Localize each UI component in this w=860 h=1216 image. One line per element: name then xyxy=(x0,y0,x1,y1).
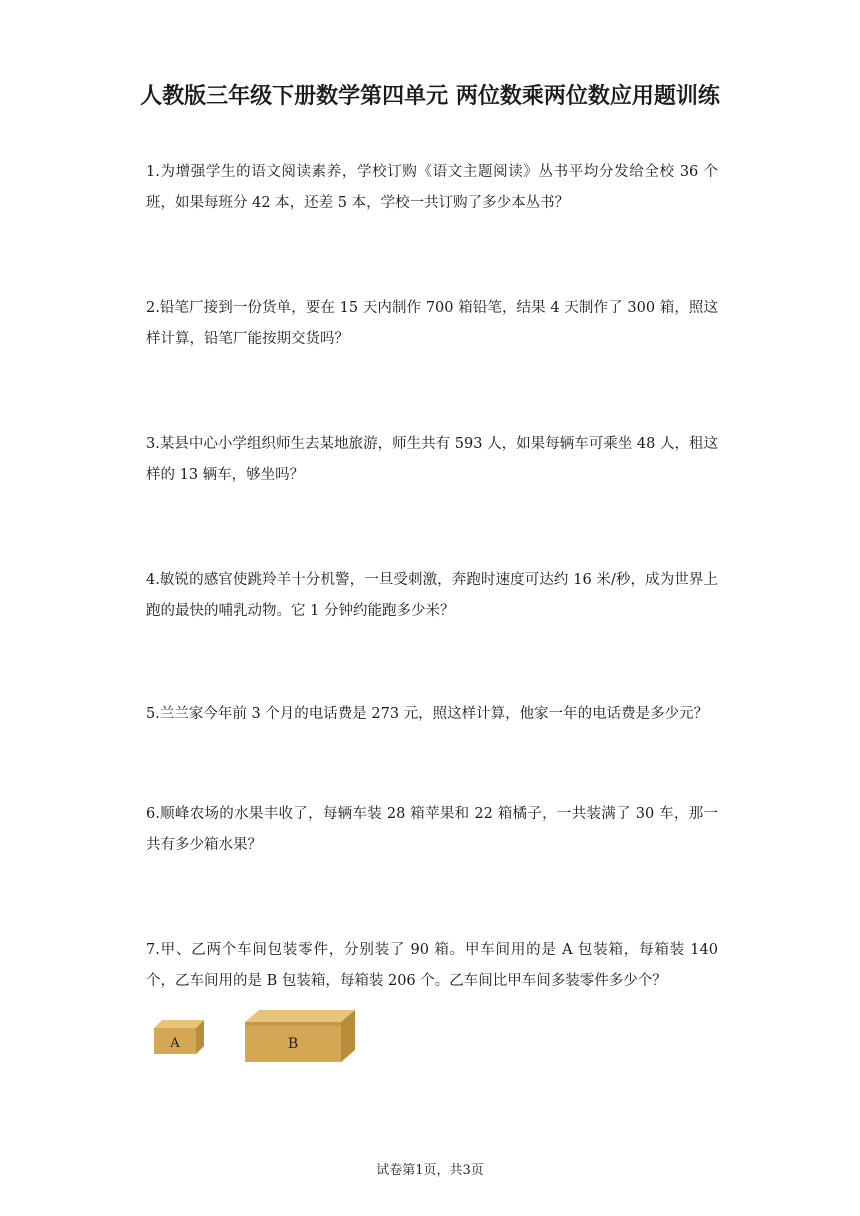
question-4 xyxy=(146,565,718,627)
question-text: 为增强学生的语文阅读素养，学校订购《语文主题阅读》丛书平均分发给全校 36 个班，如果每班分 42 本，还差 5 本，学校一共订购了多少本丛书？ xyxy=(146,164,718,211)
question-3 xyxy=(146,429,718,491)
box-b-illustration xyxy=(245,1010,355,1064)
question-text: 兰兰家今年前 3 个月的电话费是 273 元，照这样计算，他家一年的电话费是多少元？ xyxy=(159,706,709,722)
question-2 xyxy=(146,293,718,355)
question-number: 6. xyxy=(146,806,160,822)
question-number: 1. xyxy=(146,164,160,180)
question-text: 铅笔厂接到一份货单，要在 15 天内制作 700 箱铅笔，结果 4 天制作了 300 箱，照这样计算，铅笔厂能按期交货吗？ xyxy=(146,300,718,347)
question-number: 5. xyxy=(146,706,160,722)
question-6 xyxy=(146,799,718,861)
box-a-label: A xyxy=(170,1036,180,1051)
question-number: 4. xyxy=(146,572,160,588)
question-7 xyxy=(146,935,718,997)
question-text: 某县中心小学组织师生去某地旅游，师生共有 593 人，如果每辆车可乘坐 48 人，租这样的 13 辆车，够坐吗？ xyxy=(146,436,718,483)
box-a-illustration xyxy=(154,1020,206,1056)
question-text: 甲、乙两个车间包装零件，分别装了 90 箱。甲车间用的是 A 包装箱，每箱装 140 个，乙车间用的是 B 包装箱，每箱装 206 个。乙车间比甲车间多装零件多少个？ xyxy=(146,942,718,989)
question-5 xyxy=(146,699,718,730)
box-b-label: B xyxy=(287,1036,299,1052)
question-1 xyxy=(146,157,718,219)
page-footer: 试卷第1页，共3页 xyxy=(376,1163,484,1178)
question-number: 7. xyxy=(146,942,160,958)
page-title: 人教版三年级下册数学第四单元 两位数乘两位数应用题训练 xyxy=(140,84,720,109)
question-text: 敏锐的感官使跳羚羊十分机警，一旦受刺激，奔跑时速度可达约 16 米/秒，成为世界上跑的最快的哺乳动物。它 1 分钟约能跑多少米？ xyxy=(146,572,718,619)
question-number: 3. xyxy=(146,436,160,452)
question-number: 2. xyxy=(146,300,160,316)
question-text: 顺峰农场的水果丰收了，每辆车装 28 箱苹果和 22 箱橘子，一共装满了 30 车，那一共有多少箱水果？ xyxy=(146,806,718,853)
